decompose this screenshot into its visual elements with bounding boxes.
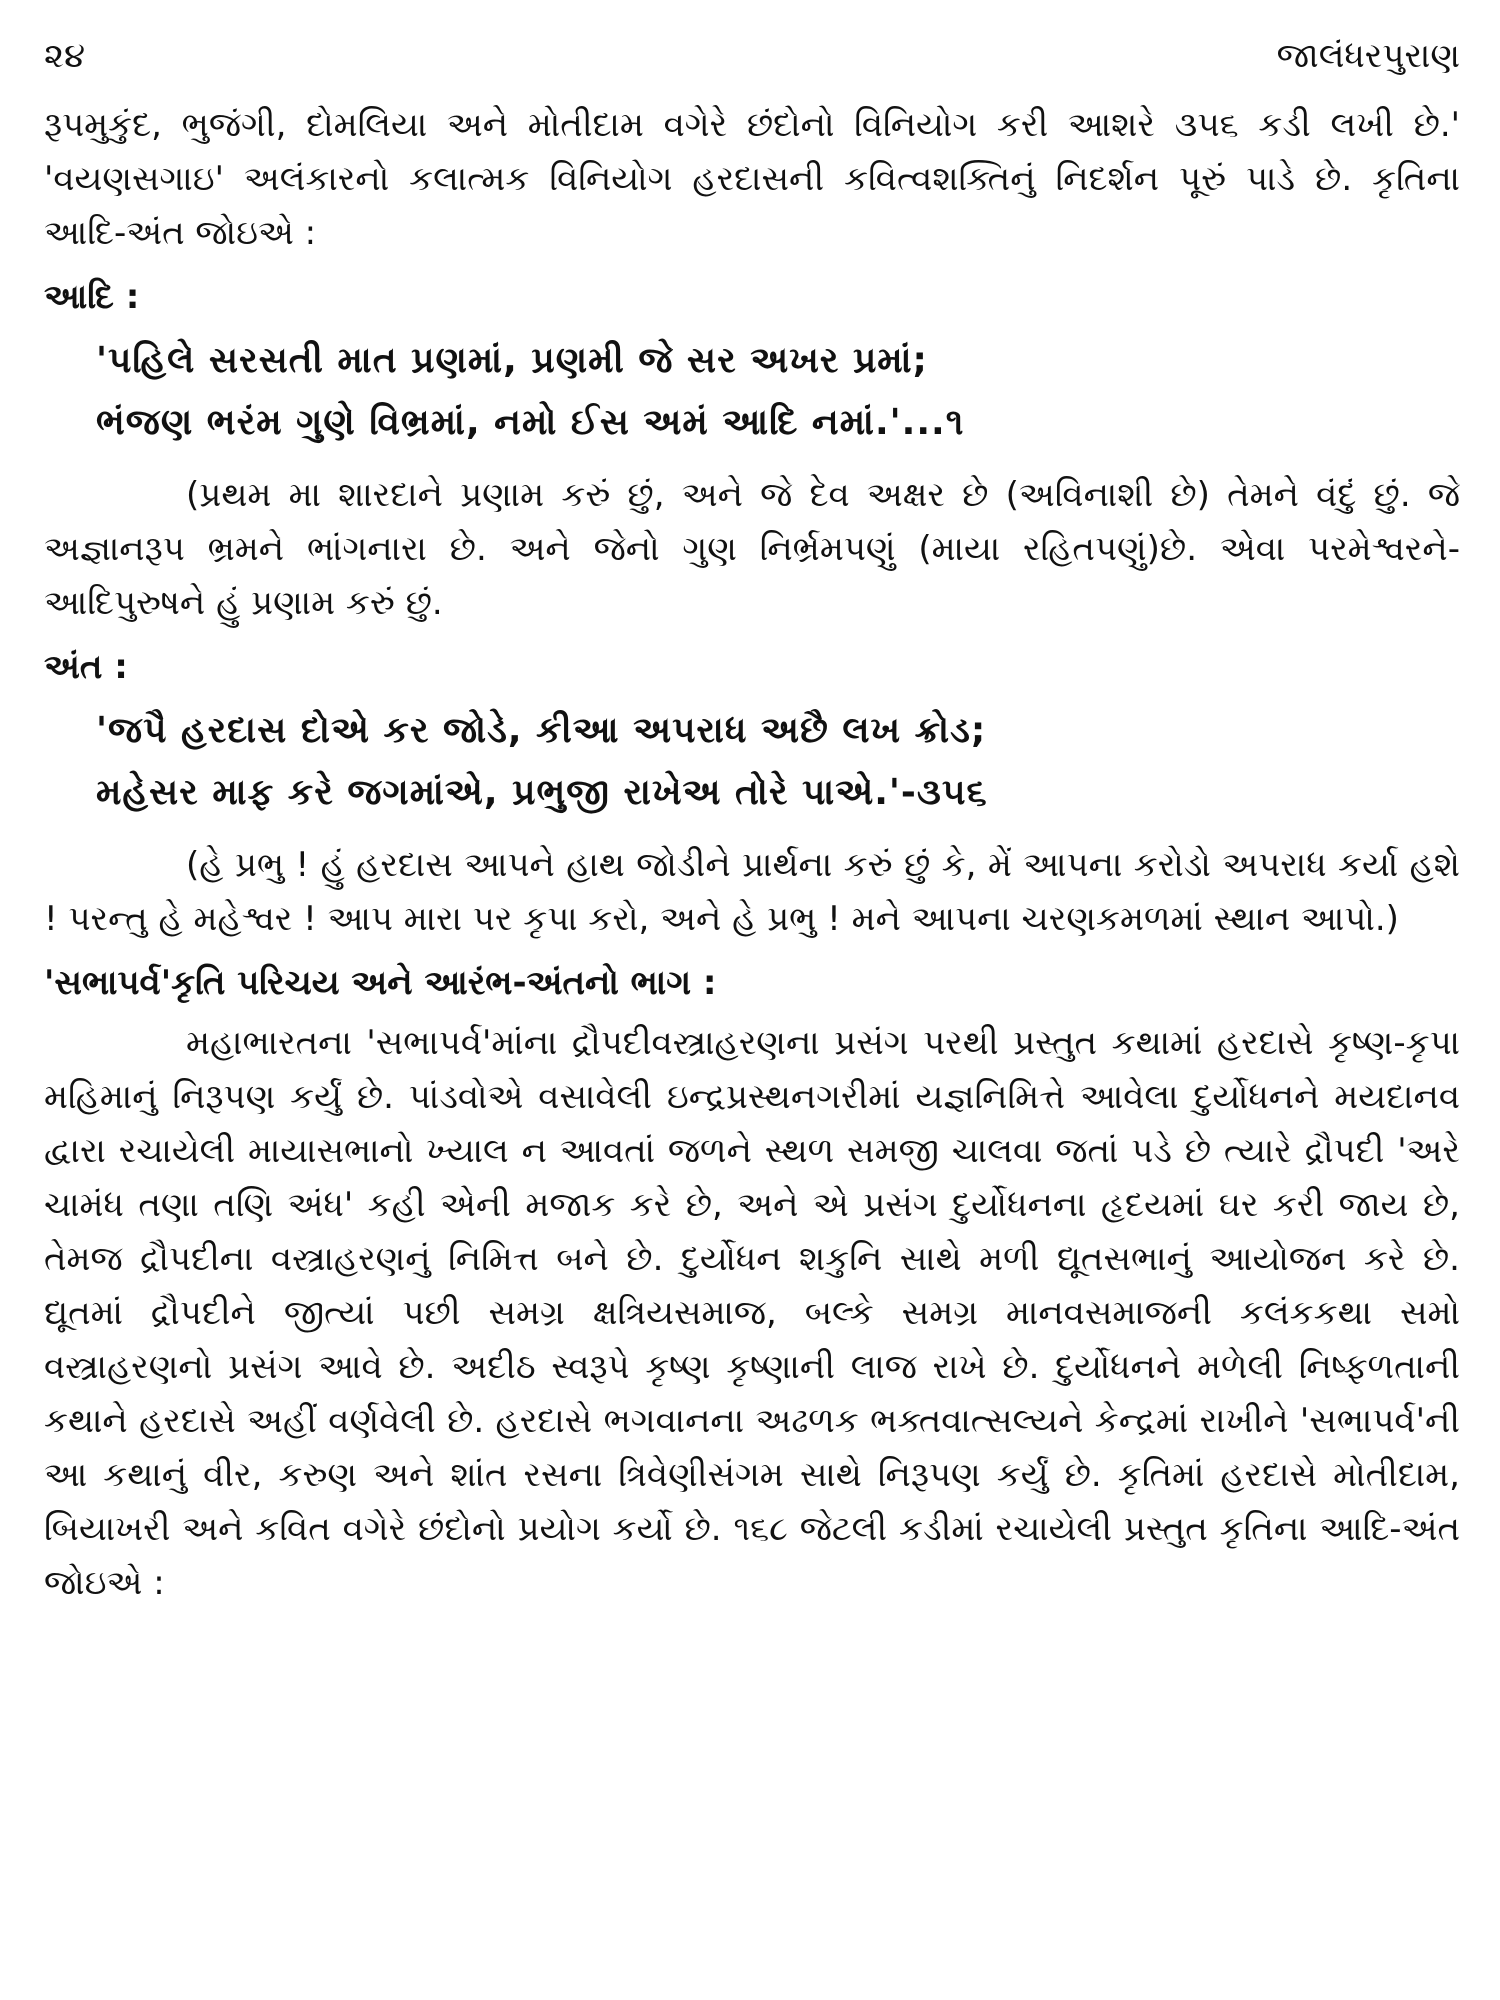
adi-verse-line-1: 'પહિલે સરસતી માત પ્રણમાં, પ્રણમી જે સર અખર પ્રમાં; <box>96 340 928 381</box>
adi-verse-line-2: ભંજણ ભરંમ ગુણે વિભ્રમાં, નમો ઈસ અમં આદિ નમાં.'...૧ <box>96 402 965 443</box>
page-header <box>44 36 1460 98</box>
running-title: જાલંધરપુરાણ <box>1276 36 1460 76</box>
ant-gloss: (હે પ્રભુ ! હું હરદાસ આપને હાથ જોડીને પ્રાર્થના કરું છું કે, મેં આપના કરોડો અપરાધ કર્યા હશે ! પરન્તુ હે મહેશ્વર ! આપ મારા પર કૃપા કરો, અને હે પ્રભુ ! મને આપના ચરણકમળમાં સ્થાન આપો.) <box>44 845 1460 939</box>
sabhaparva-heading: 'સભાપર્વ'કૃતિ પરિચય અને આરંભ-અંતનો ભાગ : <box>44 963 717 1003</box>
adi-label: આદિ : <box>44 277 140 317</box>
page-number: ૨૪ <box>44 36 86 76</box>
adi-verse <box>96 330 1460 454</box>
ant-verse-line-2: મહેસર માફ કરે જગમાંએ, પ્રભુજી રાખેઅ તોરે પાએ.'-૩૫૬ <box>96 772 988 813</box>
sabhaparva-paragraph: મહાભારતના 'સભાપર્વ'માંના દ્રૌપદીવસ્ત્રાહરણના પ્રસંગ પરથી પ્રસ્તુત કથામાં હરદાસે કૃષ્ણ-કૃપા મહિમાનું નિરૂપણ કર્યું છે. પાંડવોએ વસાવેલી ઇન્દ્રપ્રસ્થનગરીમાં યજ્ઞનિમિત્તે આવેલા દુર્યોધનને મયદાનવ દ્વારા રચાયેલી માયાસભાનો ખ્યાલ ન આવતાં જળને સ્થળ સમજી ચાલવા જતાં પડે છે ત્યારે દ્રૌપદી 'અરે ચામંધ તણા તણિ અંધ' કહી એની મજાક કરે છે, અને એ પ્રસંગ દુર્યોધનના હૃદયમાં ઘર કરી જાય છે, તેમજ દ્રૌપદીના વસ્ત્રાહરણનું નિમિત્ત બને છે. દુર્યોધન શકુનિ સાથે મળી દ્યૂતસભાનું આયોજન કરે છે. દ્યૂતમાં દ્રૌપદીને જીત્યાં પછી સમગ્ર ક્ષત્રિયસમાજ, બલ્કે સમગ્ર માનવસમાજની કલંકકથા સમો વસ્ત્રાહરણનો પ્રસંગ આવે છે. અદીઠ સ્વરૂપે કૃષ્ણ કૃષ્ણાની લાજ રાખે છે. દુર્યોધનને મળેલી નિષ્ફળતાની કથાને હરદાસે અહીં વર્ણવેલી છે. હરદાસે ભગવાનના અઢળક ભક્તવાત્સલ્યને કેન્દ્રમાં રાખીને 'સભાપર્વ'ની આ કથાનું વીર, કરુણ અને શાંત રસના ત્રિવેણીસંગમ સાથે નિરૂપણ કર્યું છે. કૃતિમાં હરદાસે મોતીદામ, બિયાખરી અને કવિત વગેરે છંદોનો પ્રયોગ કર્યો છે. ૧૬૮ જેટલી કડીમાં રચાયેલી પ્રસ્તુત કૃતિના આદિ-અંત જોઇએ : <box>44 1023 1460 1603</box>
adi-gloss: (પ્રથમ મા શારદાને પ્રણામ કરું છું, અને જે દેવ અક્ષર છે (અવિનાશી છે) તેમને વંદું છું. જે અજ્ઞાનરૂપ ભ્રમને ભાંગનારા છે. અને જેનો ગુણ નિર્ભ્રમપણું (માયા રહિતપણું)છે. એવા પરમેશ્વરને-આદિપુરુષને હું પ્રણામ કરું છું. <box>44 475 1460 623</box>
ant-verse <box>96 700 1460 824</box>
sabhaparva-section <box>44 956 1460 1610</box>
adi-section <box>44 270 1460 630</box>
ant-label: અંત : <box>44 647 128 687</box>
ant-section <box>44 640 1460 946</box>
ant-verse-line-1: 'જપૈ હરદાસ દોએ કર જોડે, કીઆ અપરાધ અછૈ લખ ક્રોડ; <box>96 710 987 751</box>
intro-paragraph: રૂપમુકુંદ, ભુજંગી, દોમલિયા અને મોતીદામ વગેરે છંદોનો વિનિયોગ કરી આશરે ૩૫૬ કડી લખી છે.' 'વયણસગાઇ' અલંકારનો કલાત્મક વિનિયોગ હરદાસની કવિત્વશક્તિનું નિદર્શન પૂરું પાડે છે. કૃતિના આદિ-અંત જોઇએ : <box>44 105 1460 253</box>
